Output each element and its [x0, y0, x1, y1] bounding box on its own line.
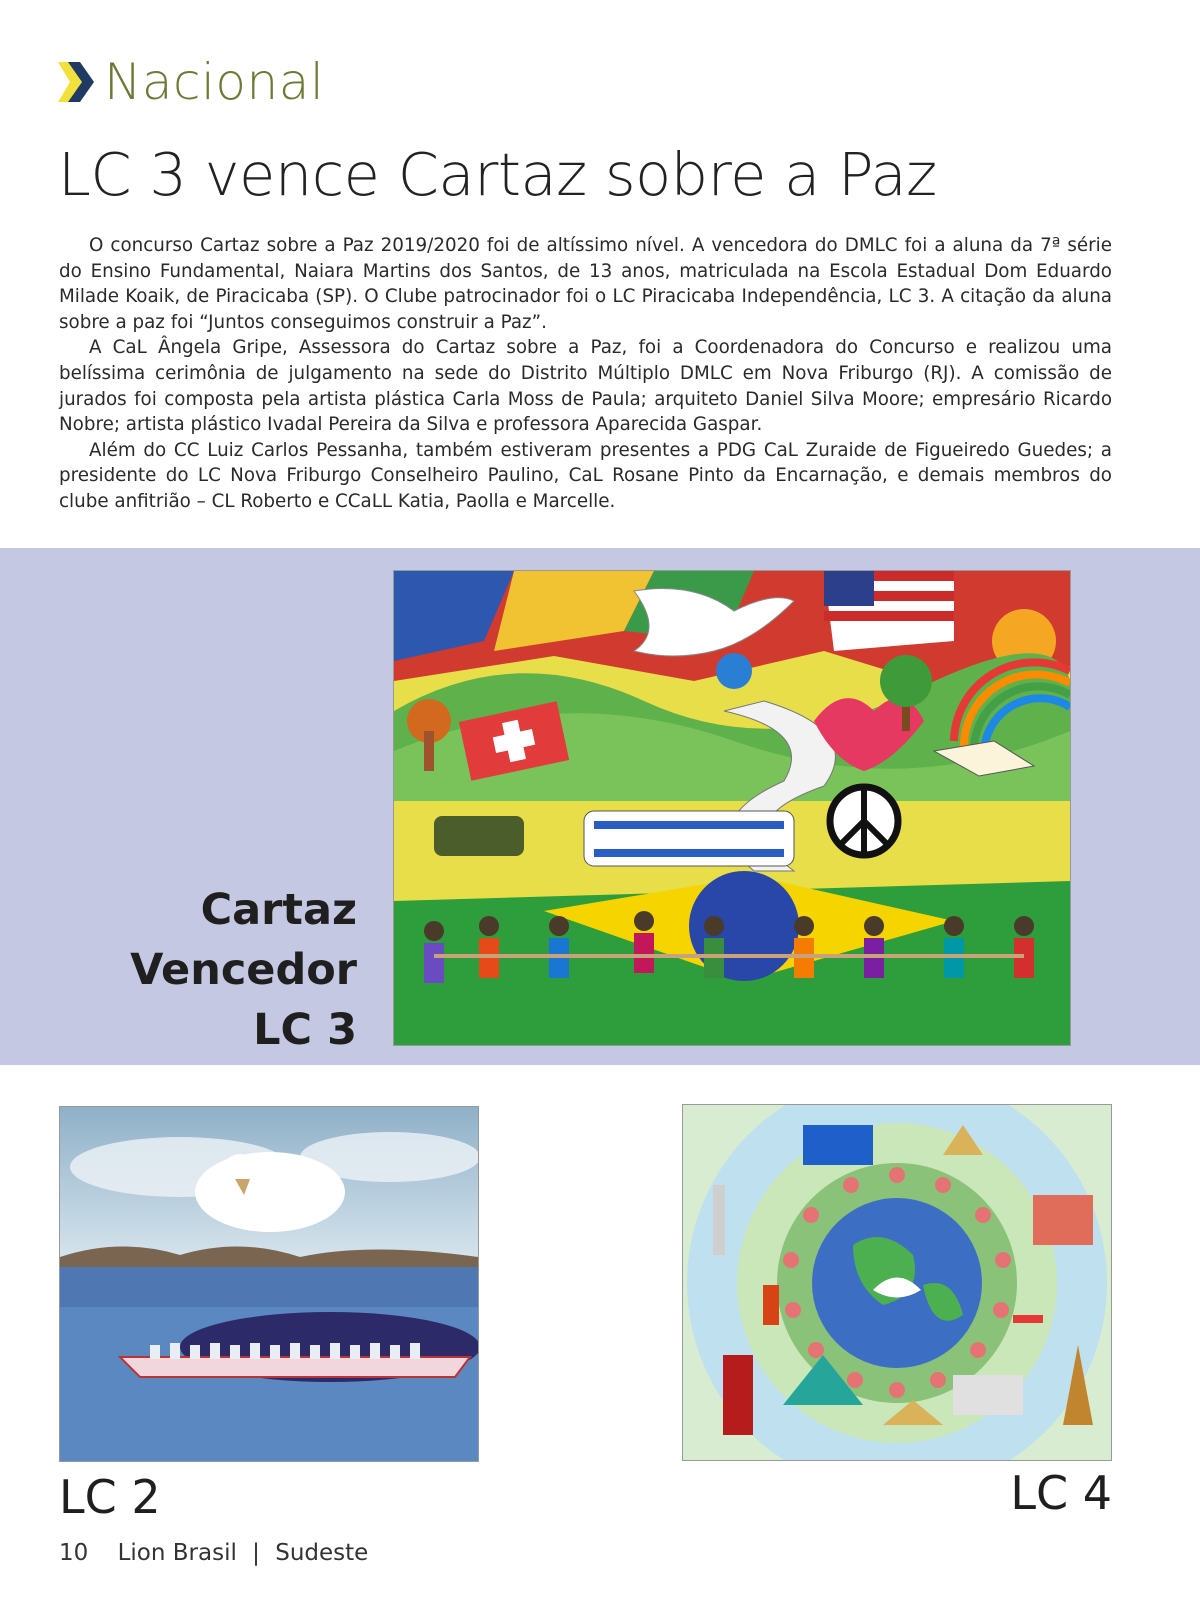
paragraph-1: O concurso Cartaz sobre a Paz 2019/2020 foi de altíssimo nível. A vencedora do DMLC foi a aluna da 7ª série do Ensino Fundamental, Naiara Martins dos Santos, de 13 anos, matriculada na Escola Estadual Dom Eduardo Milade Koaik, de Piracicaba (SP). O Clube patrocinador foi o LC Piracicaba Independência, LC 3. A citação da aluna sobre a paz foi “Juntos conseguimos construir a Paz”. — [59, 235, 1112, 333]
article-headline: LC 3 vence Cartaz sobre a Paz — [58, 140, 937, 209]
paragraph-3: Além do CC Luiz Carlos Pessanha, também estiveram presentes a PDG CaL Zuraide de Figueiredo Guedes; a presidente do LC Nova Friburgo Conselheiro Paulino, CaL Rosane Pinto da Encarnação, e demais membros do clube anfitrião – CL Roberto e CCaLL Katia, Paolla e Marcelle. — [59, 439, 1112, 512]
lc2-poster-image — [59, 1106, 479, 1462]
lc2-label: LC 2 — [59, 1470, 161, 1524]
lc4-poster-image — [682, 1104, 1112, 1461]
page-footer — [59, 1540, 376, 1566]
footer-separator: | — [252, 1540, 260, 1566]
page-number: 10 — [59, 1540, 89, 1566]
winner-poster-image — [393, 570, 1071, 1046]
publication-name: Lion Brasil — [117, 1540, 237, 1566]
paragraph-2: A CaL Ângela Gripe, Assessora do Cartaz sobre a Paz, foi a Coordenadora do Concurso e realizou uma belíssima cerimônia de julgamento na sede do Distrito Múltiplo DMLC em Nova Friburgo (RJ). A comissão de jurados foi composta pela artista plástica Carla Moss de Paula; arquiteto Daniel Silva Moore; empresário Ricardo Nobre; artista plástico Ivadal Pereira da Silva e professora Aparecida Gaspar. — [59, 337, 1112, 436]
section-header — [58, 52, 324, 112]
chevron-arrow-icon — [58, 60, 98, 104]
winner-caption — [130, 880, 357, 1060]
winner-caption-line-3: LC 3 — [253, 1005, 357, 1055]
winner-caption-line-1: Cartaz — [200, 885, 357, 935]
region-name: Sudeste — [275, 1540, 369, 1566]
section-title: Nacional — [104, 53, 325, 111]
article-body — [59, 233, 1112, 515]
winner-caption-line-2: Vencedor — [130, 945, 357, 995]
lc4-label: LC 4 — [1010, 1466, 1112, 1520]
